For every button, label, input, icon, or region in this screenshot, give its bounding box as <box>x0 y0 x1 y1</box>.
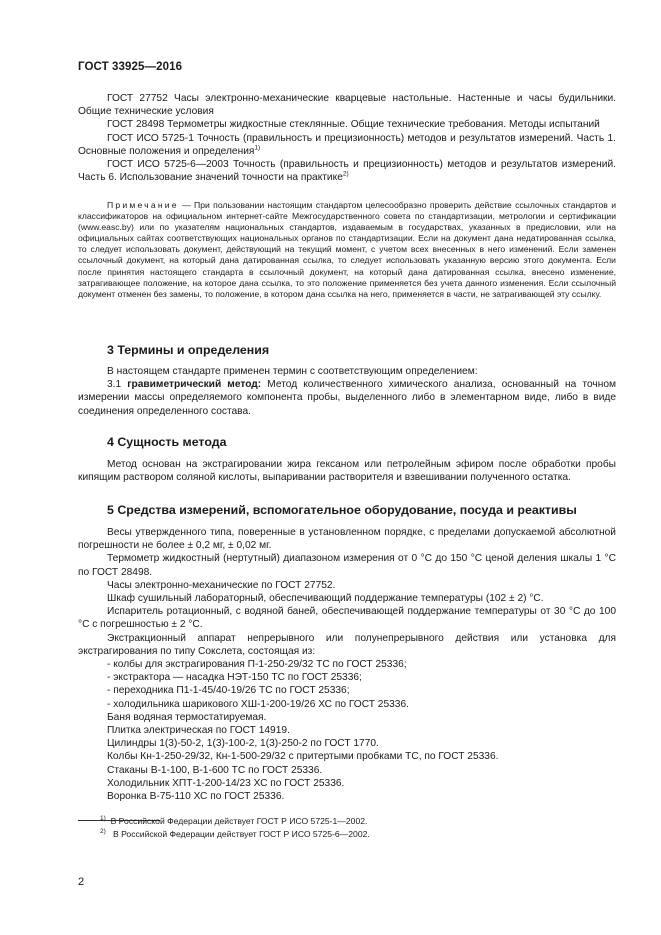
equipment-item: Шкаф сушильный лабораторный, обеспечивающий поддержание температуры (102 ± 2) °С. <box>107 593 544 605</box>
equipment-item: Колбы Кн-1-250-29/32, Кн-1-500-29/32 с притертыми пробками ТС, по ГОСТ 25336. <box>107 751 499 763</box>
page-number: 2 <box>78 876 85 888</box>
footnote: $^{2)}$ В Российской Федерации действует ГОСТ Р ИСО 5725-6—2002. <box>100 828 370 839</box>
reference-item: ГОСТ 27752 Часы электронно-механические кварцевые настольные. Настенные и часы будильники. Общие технические условия <box>78 93 616 118</box>
footnote: $^{1)}$ В Российской Федерации действует ГОСТ Р ИСО 5725-1—2002. <box>100 815 368 826</box>
soxhlet-part: - колбы для экстрагирования П-1-250-29/32 ТС по ГОСТ 25336; <box>107 659 407 671</box>
section-text: Метод основан на экстрагировании жира гексаном или петролейным эфиром после обработки пробы кипящим раствором соляной кислоты, выпаривании растворителя и взвешивании полученного остатка. <box>78 459 616 484</box>
section-4 <box>78 434 616 484</box>
footnote-marker: 2) <box>342 170 349 178</box>
equipment-item: Часы электронно-механические по ГОСТ 27752. <box>107 579 336 591</box>
references-list <box>78 92 616 184</box>
soxhlet-part: - экстрактора — насадка НЭТ-150 ТС по ГОСТ 25336; <box>107 672 362 684</box>
equipment-item: Испаритель ротационный, с водяной баней, обеспечивающей поддержание температуры от 30 °С до 100 °С с погрешностью ± 2 °С. <box>78 606 616 631</box>
soxhlet-part: - переходника П1-1-45/40-19/26 ТС по ГОСТ 25336; <box>107 685 350 697</box>
note-label: Примечание <box>107 200 179 210</box>
equipment-item: Термометр жидкостный (нертутный) диапазоном измерения от 0 °С до 150 °С ценой деления шкалы 1 °С по ГОСТ 28498. <box>78 553 616 578</box>
equipment-item: Экстракционный аппарат непрерывного или полунепрерывного действия или установка для экстрагирования по типу Сокслета, состоящая из: <box>78 632 616 657</box>
section-heading: 4 Сущность метода <box>107 435 227 449</box>
section-5 <box>78 502 616 803</box>
reference-item: ГОСТ ИСО 5725-1 Точность (правильность и прецизионность) методов и результатов измерений. Часть 1. Основные положения и определения$^{1)}$ <box>78 132 616 157</box>
reference-item: ГОСТ 28498 Термометры жидкостные стеклянные. Общие технические требования. Методы испытаний <box>107 119 600 131</box>
footnote-marker: 1) <box>254 144 261 152</box>
term-definition: 3.1 гравиметрический метод: Метод количественного химического анализа, основанный на точном измерении массы определяемого компонента пробы, выделенного либо в элементарном виде, либо в виде соединения определенного состава. <box>78 379 616 417</box>
term: гравиметрический метод: <box>127 379 262 391</box>
document-code-header: ГОСТ 33925—2016 <box>78 61 183 73</box>
equipment-item: Баня водяная термостатируемая. <box>107 711 267 723</box>
section-3 <box>78 342 616 418</box>
section-heading: 3 Термины и определения <box>107 343 270 357</box>
equipment-item: Воронка В-75-110 ХС по ГОСТ 25336. <box>107 791 285 803</box>
note-block <box>78 200 616 300</box>
soxhlet-part: - холодильника шарикового ХШ-1-200-19/26 ХС по ГОСТ 25336. <box>107 698 409 710</box>
section-intro: В настоящем стандарте применен термин с соответствующим определением: <box>107 366 478 377</box>
equipment-item: Холодильник ХПТ-1-200-14/23 ХС по ГОСТ 25336. <box>107 777 345 789</box>
note-text: Примечание — При пользовании настоящим стандартом целесообразно проверить действие ссылочных стандартов и классификаторов на официальном интернет-сайте Межгосударственного совета по стандартизации, метрологии и сертификации (www.easc.by) или по указателям национальных стандартов, издаваемым в государствах, указанных в предисловии, или на официальных сайтах соответствующих национальных органов по стандартизации. Если на документ дана недатированная ссылка, то следует использовать документ, действующий на текущий момент, с учетом всех внесенных в него изменений. Если заменен ссылочный документ, на который дана датированная ссылка, то следует использовать указанную версию этого документа. Если после принятия настоящего стандарта в ссылочный документ, на который дана датированная ссылка, внесено изменение, затрагивающее положение, на которое дана ссылка, то это положение применяется без учета данного изменения. Если ссылочный документ отменен без замены, то положение, в котором дана ссылка на него, применяется в части, не затрагивающей эту ссылку. <box>78 200 616 299</box>
equipment-item: Стаканы В-1-100, В-1-600 ТС по ГОСТ 25336. <box>107 764 323 776</box>
equipment-item: Цилиндры 1(3)-50-2, 1(3)-100-2, 1(3)-250-2 по ГОСТ 1770. <box>107 738 379 750</box>
equipment-item: Весы утвержденного типа, поверенные в установленном порядке, с пределами допускаемой абсолютной погрешности не более ± 0,2 мг, ± 0,02 мг. <box>78 527 616 552</box>
reference-item: ГОСТ ИСО 5725-6—2003 Точность (правильность и прецизионность) методов и результатов измерений. Часть 6. Использование значений точности на практике$^{2)}$ <box>78 159 616 184</box>
section-heading: 5 Средства измерений, вспомогательное оборудование, посуда и реактивы <box>107 503 577 517</box>
equipment-item: Плитка электрическая по ГОСТ 14919. <box>107 725 290 737</box>
